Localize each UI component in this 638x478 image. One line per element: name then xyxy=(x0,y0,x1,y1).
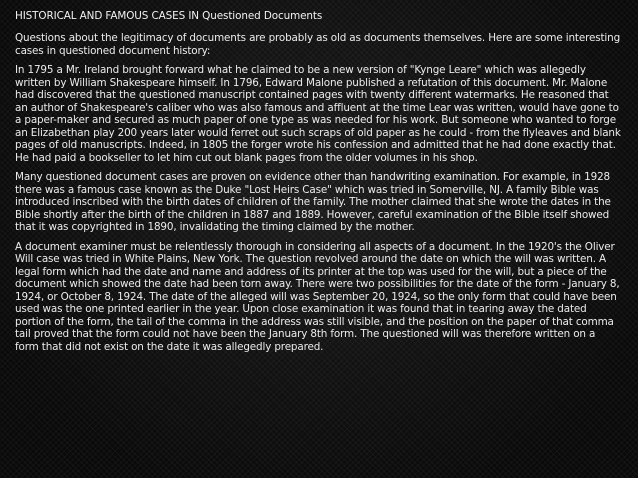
oliver-will-case-paragraph: A document examiner must be relentlessly thorough in considering all aspects of a document. In the 1920's the Oliver Will case was tried in White Plains, New York. The question revolved around the date on which the will was written. A legal form which had the date and name and address of its printer at the top was used for the will, but a piece of the document which showed the date had been torn away. There were two possibilities for the date of the form - January 8, 1924, or October 8, 1924. The date of the alleged will was September 20, 1924, so the only form that could have been used was the one printed earlier in the year. Upon close examination it was found that in tearing away the dated portion of the form, the tail of the comma in the address was still visible, and the position on the paper of that comma tail proved that the form could not have been the January 8th form. The questioned will was therefore written on a form that did not exist on the date it was allegedly prepared. xyxy=(15,240,620,353)
ireland-case-paragraph: In 1795 a Mr. Ireland brought forward what he claimed to be a new version of "Kynge Leare" which was allegedly written by William Shakespeare himself. In 1796, Edward Malone published a refutation of this document. Mr. Malone had discovered that the questioned manuscript contained pages with twenty different watermarks. He reasoned that an author of Shakespeare's caliber who was also famous and affluent at the time Lear was written, would have gone to a paper-maker and secured as much paper of one type as was needed for his work. But someone who wanted to forge an Elizabethan play 200 years later would ferret out such scraps of old paper as he could - from the flyleaves and blank pages of old manuscripts. Indeed, in 1805 the forger wrote his confession and admitted that he had done exactly that. He had paid a bookseller to let him cut out blank pages from the older volumes in his shop. xyxy=(15,64,621,164)
slide-content xyxy=(15,10,621,470)
slide-title: HISTORICAL AND FAMOUS CASES IN Questioned Documents xyxy=(15,10,323,22)
intro-paragraph: Questions about the legitimacy of documents are probably as old as documents themselves. Here are some interesting cases in questioned document history: xyxy=(15,32,621,57)
lost-heirs-case-paragraph: Many questioned document cases are proven on evidence other than handwriting examination. For example, in 1928 there was a famous case known as the Duke "Lost Heirs Case" which was tried in Somerville, NJ. A family Bible was introduced inscribed with the birth dates of children of the family. The mother claimed that she wrote the dates in the Bible shortly after the birth of the children in 1887 and 1889. However, careful examination of the Bible itself showed that it was copyrighted in 1890, invalidating the timing claimed by the mother. xyxy=(15,171,611,233)
